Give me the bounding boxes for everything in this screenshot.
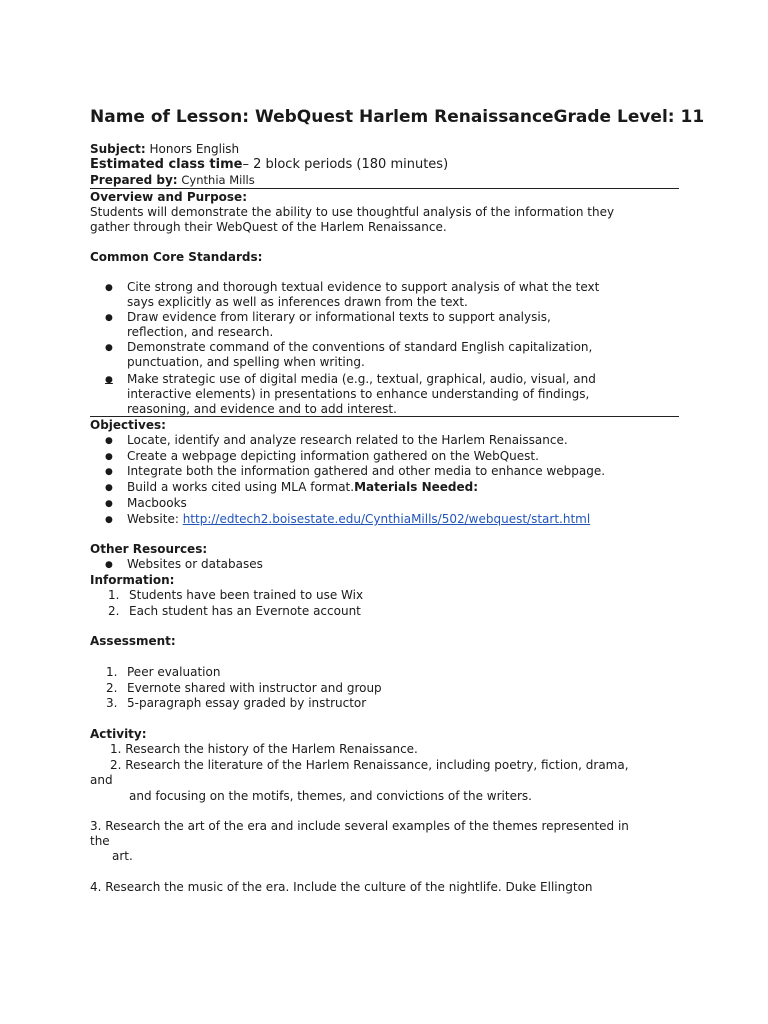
list-item: Websites or databases	[127, 557, 263, 571]
activity-item-continuation: art.	[112, 849, 133, 863]
bullet-icon: ●	[105, 467, 113, 477]
list-item: Integrate both the information gathered and other media to enhance webpage.	[127, 464, 606, 478]
list-item: Locate, identify and analyze research related to the Harlem Renaissance.	[127, 433, 568, 447]
information-heading: Information:	[90, 573, 175, 587]
subject-label: Subject:	[90, 142, 146, 156]
resources-heading: Other Resources:	[90, 542, 208, 556]
bullet-icon: ●	[105, 560, 113, 570]
list-item-continuation: interactive elements) in presentations to enhance understanding of findings,	[127, 387, 590, 401]
list-item-continuation: says explicitly as well as inferences drawn from the text.	[127, 295, 468, 309]
list-item	[127, 512, 590, 527]
standards-heading: Common Core Standards:	[90, 250, 263, 264]
bullet-icon: ●	[105, 343, 113, 353]
list-item: Cite strong and thorough textual evidence to support analysis of what the text	[127, 280, 600, 294]
activity-item: 1. Research the history of the Harlem Renaissance.	[110, 742, 418, 756]
materials-heading: Materials Needed:	[354, 480, 479, 494]
list-item-continuation: reasoning, and evidence and to add interest.	[127, 402, 397, 416]
lesson-title: Name of Lesson: WebQuest Harlem RenaissanceGrade Level: 11	[90, 107, 705, 127]
list-number: 1.	[108, 588, 120, 602]
header-divider	[90, 188, 679, 189]
list-item: Macbooks	[127, 496, 187, 510]
list-item-text: Build a works cited using MLA format.	[127, 480, 355, 494]
bullet-icon: ●	[105, 436, 113, 446]
list-item	[127, 480, 478, 495]
activity-item: 2. Research the literature of the Harlem Renaissance, including poetry, fiction, drama,	[110, 758, 629, 772]
list-number: 1.	[106, 665, 118, 679]
activity-item-continuation: and	[90, 773, 113, 787]
list-item: Demonstrate command of the conventions of standard English capitalization,	[127, 340, 593, 354]
bullet-icon: ●	[105, 483, 113, 493]
bullet-icon: ●	[105, 283, 113, 293]
list-item-continuation: punctuation, and spelling when writing.	[127, 355, 365, 369]
bullet-icon: ●	[105, 375, 113, 385]
prepared-value: Cynthia Mills	[181, 173, 255, 187]
subject-value: Honors English	[149, 142, 240, 156]
activity-item-continuation: and focusing on the motifs, themes, and convictions of the writers.	[129, 789, 532, 803]
activity-item: 4. Research the music of the era. Include the culture of the nightlife. Duke Ellington	[90, 880, 593, 894]
time-value: – 2 block periods (180 minutes)	[242, 157, 449, 172]
list-item: Draw evidence from literary or informational texts to support analysis,	[127, 310, 551, 324]
list-number: 2.	[106, 681, 118, 695]
list-item: Create a webpage depicting information gathered on the WebQuest.	[127, 449, 539, 463]
overview-line: gather through their WebQuest of the Harlem Renaissance.	[90, 220, 447, 234]
bullet-icon: ●	[105, 313, 113, 323]
subject-line	[90, 142, 239, 157]
prepared-line	[90, 173, 255, 188]
bullet-icon: ●	[105, 452, 113, 462]
activity-item: 3. Research the art of the era and include several examples of the themes represented in	[90, 819, 629, 833]
prepared-label: Prepared by:	[90, 173, 178, 187]
overview-line: Students will demonstrate the ability to use thoughtful analysis of the information they	[90, 205, 615, 219]
list-item: Peer evaluation	[127, 665, 221, 679]
list-item: Make strategic use of digital media (e.g., textual, graphical, audio, visual, and	[127, 372, 596, 386]
list-number: 2.	[108, 604, 120, 618]
standards-divider	[90, 416, 679, 417]
list-item: 5-paragraph essay graded by instructor	[127, 696, 367, 710]
overview-heading: Overview and Purpose:	[90, 190, 247, 204]
bullet-icon: ●	[105, 515, 113, 525]
activity-item-continuation: the	[90, 834, 110, 848]
objectives-heading: Objectives:	[90, 418, 166, 432]
website-link[interactable]: http://edtech2.boisestate.edu/CynthiaMills/502/webquest/start.html	[182, 512, 591, 526]
list-item: Evernote shared with instructor and group	[127, 681, 382, 695]
website-label: Website:	[127, 512, 183, 526]
list-item: Students have been trained to use Wix	[129, 588, 364, 602]
activity-heading: Activity:	[90, 727, 147, 741]
assessment-heading: Assessment:	[90, 634, 176, 648]
list-item-continuation: reflection, and research.	[127, 325, 274, 339]
time-label: Estimated class time	[90, 157, 243, 172]
time-line	[90, 157, 448, 173]
list-number: 3.	[106, 696, 118, 710]
bullet-icon: ●	[105, 499, 113, 509]
list-item: Each student has an Evernote account	[129, 604, 361, 618]
